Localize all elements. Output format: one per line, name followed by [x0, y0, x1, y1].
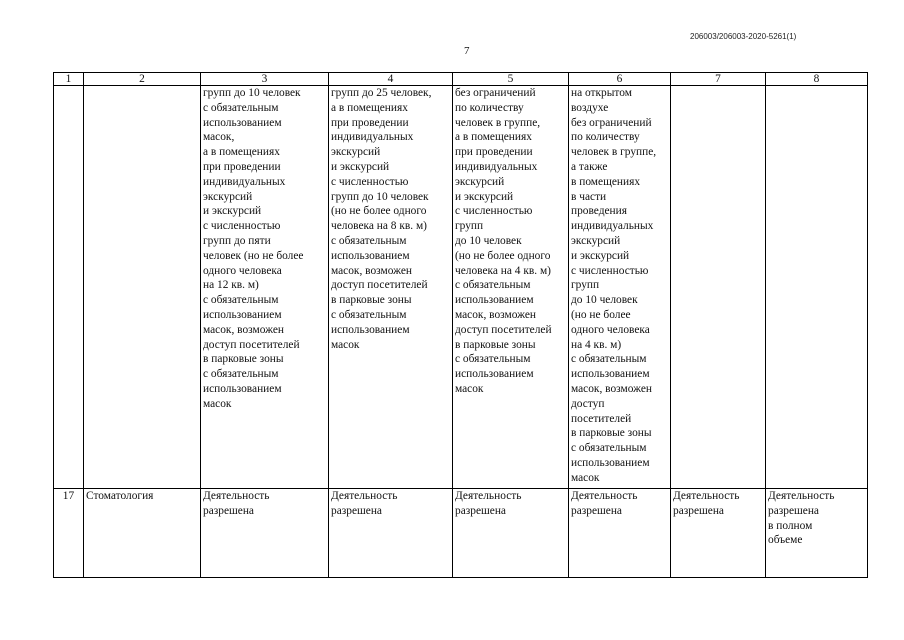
table-cell: групп до 10 человек с обязательным использованием масок, а в помещениях при проведении индивидуальных экскурсий и экскурсий с численностью групп до пяти человек (но не более одного человека на 12 кв. м) с обязательным использованием масок, возможен доступ посетителей в парковые зоны с обязательным использованием масок [201, 86, 329, 489]
table-row [54, 86, 868, 489]
activity-name: Стоматология [84, 489, 201, 578]
document-id: 206003/206003-2020-5261(1) [690, 32, 797, 41]
column-header: 2 [84, 73, 201, 86]
table-cell: групп до 25 человек, а в помещениях при проведении индивидуальных экскурсий и экскурсий с численностью групп до 10 человек (но не более одного человека на 8 кв. м) с обязательным использованием масок, возможен доступ посетителей в парковые зоны с обязательным использованием масок [329, 86, 453, 489]
column-header: 5 [453, 73, 569, 86]
row-number: 17 [54, 489, 84, 578]
table-cell: на открытом воздухе без ограничений по количеству человек в группе, а также в помещениях в части проведения индивидуальных экскурсий и экскурсий с численностью групп до 10 человек (но не более одного человека на 4 кв. м) с обязательным использованием масок, возможен доступ посетителей в парковые зоны с обязательным использованием масок [569, 86, 671, 489]
column-header: 4 [329, 73, 453, 86]
column-header: 6 [569, 73, 671, 86]
table-cell: Деятельность разрешена [569, 489, 671, 578]
page-number: 7 [464, 45, 470, 57]
table-cell [766, 86, 868, 489]
column-header: 1 [54, 73, 84, 86]
table-row [54, 489, 868, 578]
table-cell [54, 86, 84, 489]
column-header: 7 [671, 73, 766, 86]
table-cell: Деятельность разрешена [671, 489, 766, 578]
table-cell: Деятельность разрешена [453, 489, 569, 578]
table-cell: Деятельность разрешена [329, 489, 453, 578]
table-cell [84, 86, 201, 489]
column-header: 3 [201, 73, 329, 86]
table-cell: Деятельность разрешена [201, 489, 329, 578]
column-header: 8 [766, 73, 868, 86]
table-cell: без ограничений по количеству человек в группе, а в помещениях при проведении индивидуальных экскурсий и экскурсий с численностью групп до 10 человек (но не более одного человека на 4 кв. м) с обязательным использованием масок, возможен доступ посетителей в парковые зоны с обязательным использованием масок [453, 86, 569, 489]
table-cell [671, 86, 766, 489]
header-row [54, 73, 868, 86]
table-cell: Деятельность разрешена в полном объеме [766, 489, 868, 578]
regulations-table [53, 72, 868, 578]
